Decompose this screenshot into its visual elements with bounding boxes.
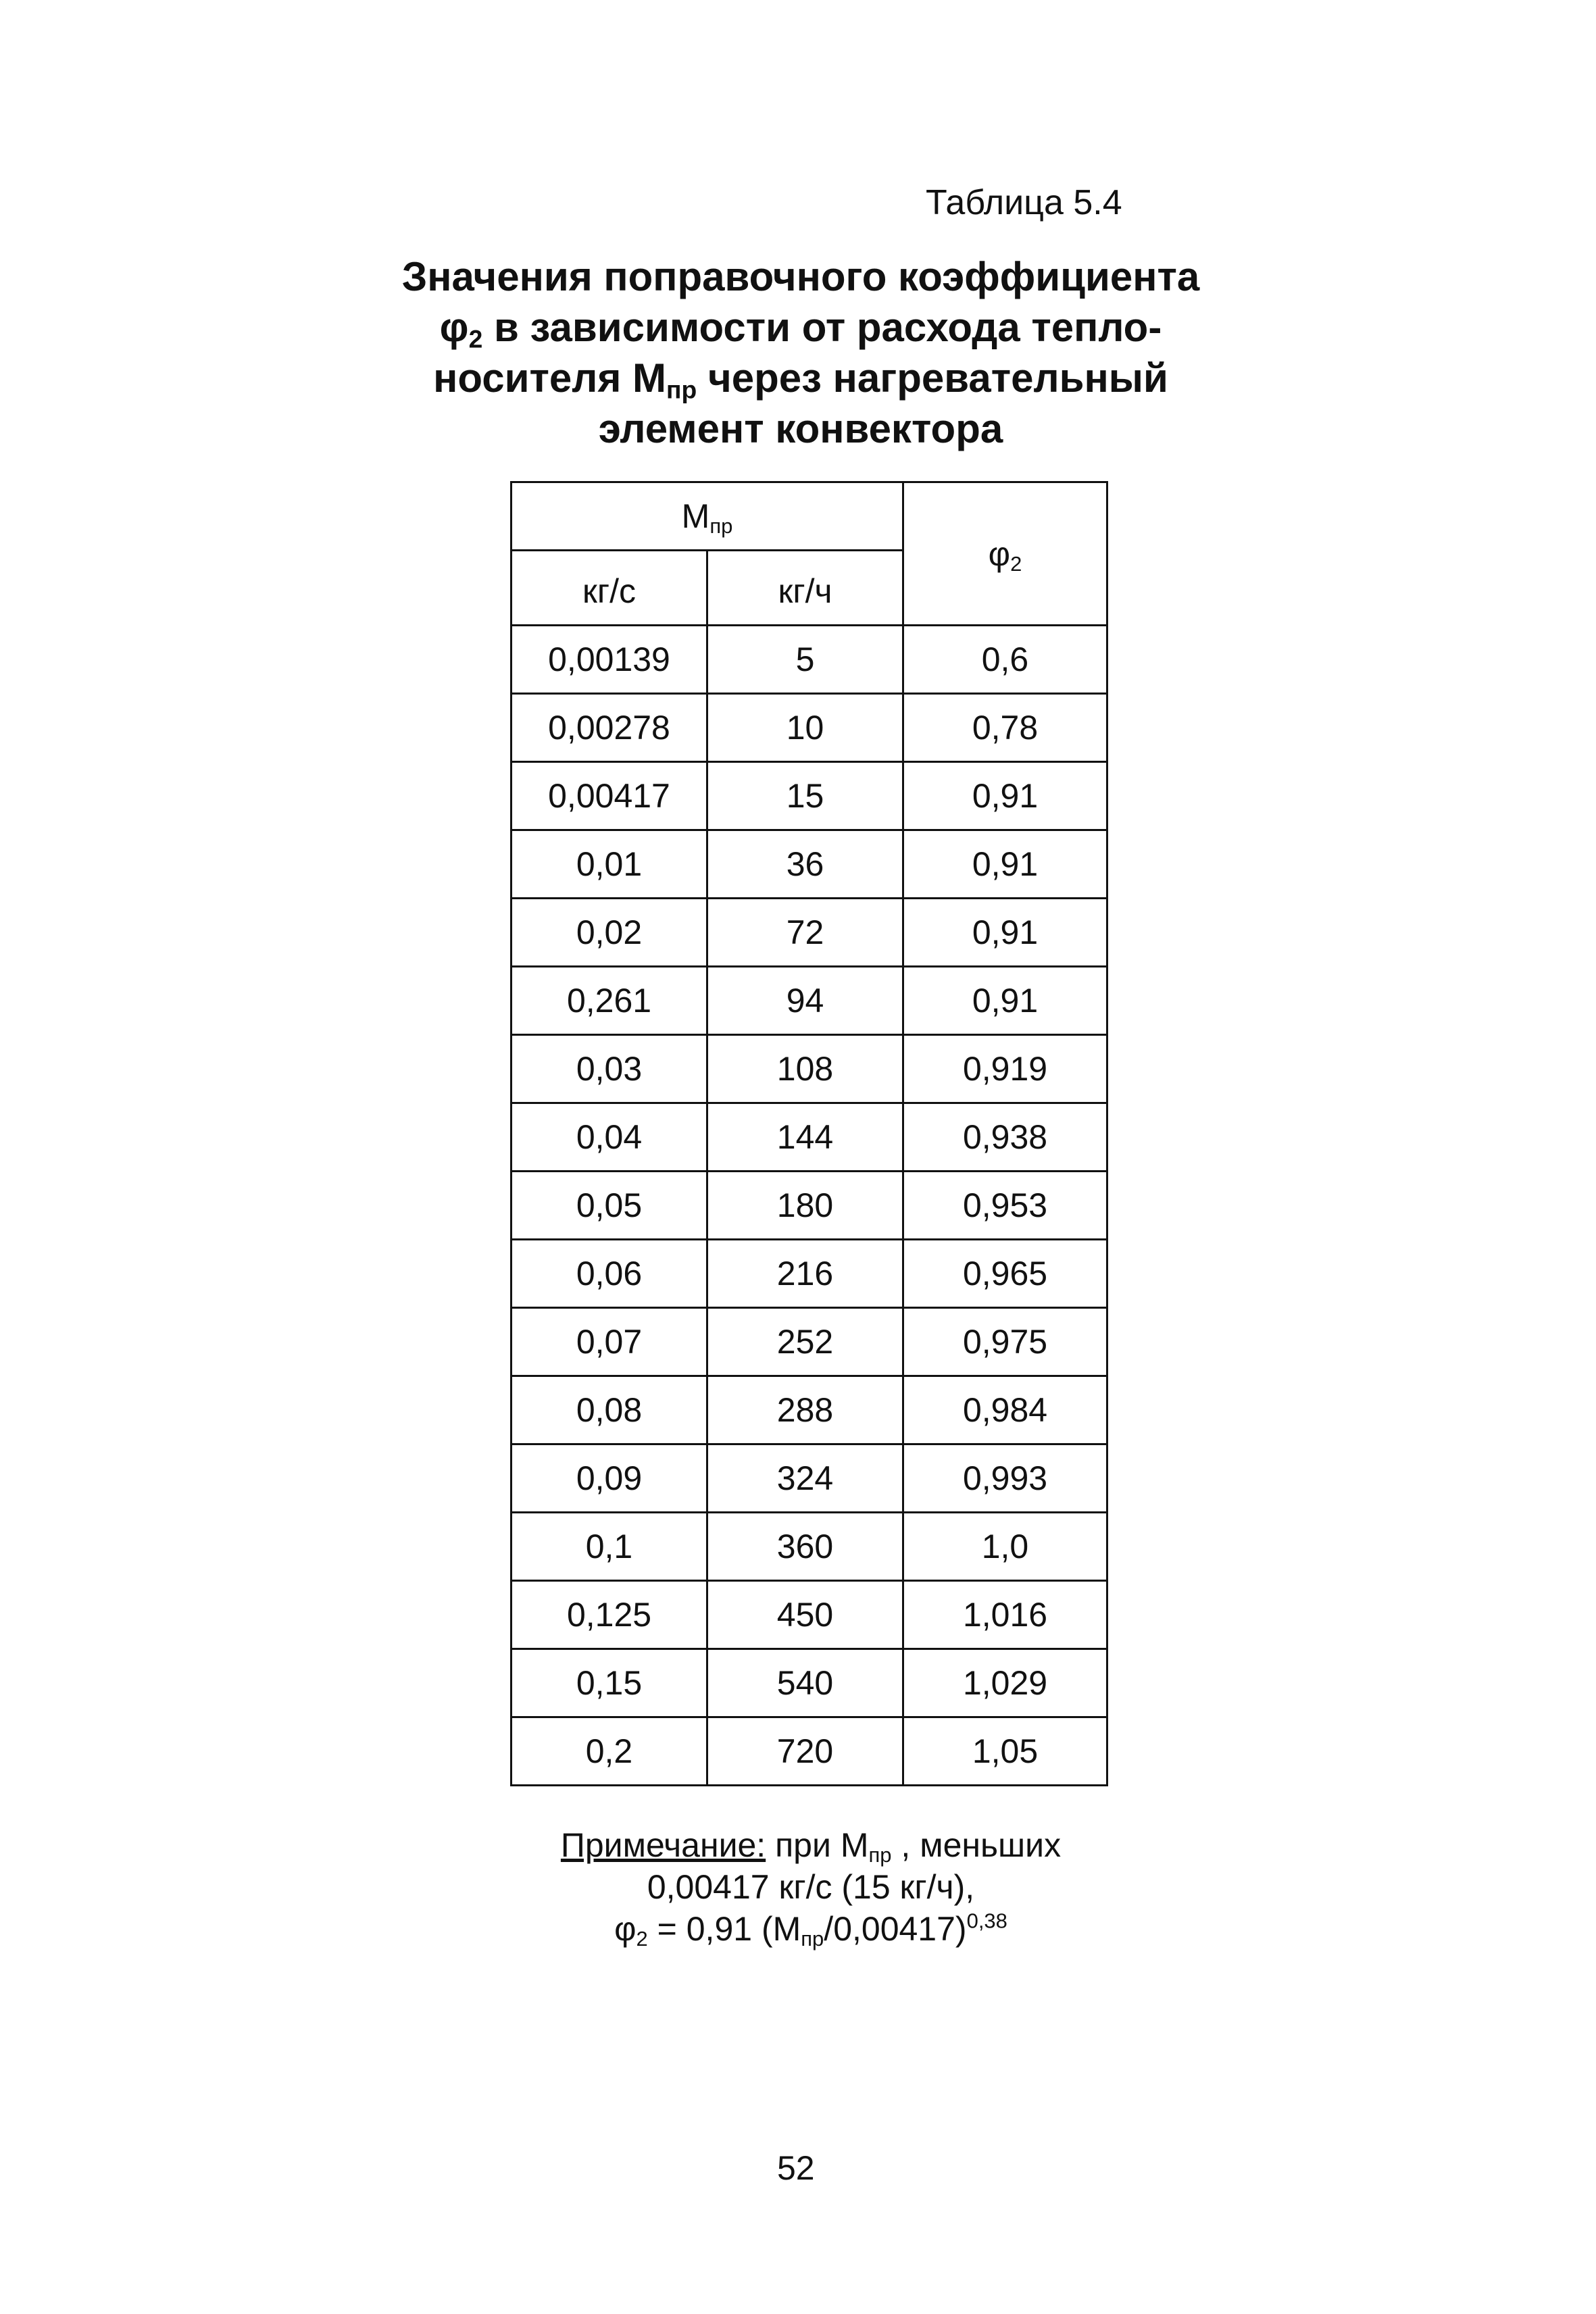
phi-symbol: φ — [439, 305, 469, 350]
cell-kg-per-s: 0,125 — [512, 1581, 707, 1649]
table-row — [512, 626, 1107, 694]
cell-phi2: 1,029 — [903, 1649, 1107, 1717]
cell-kg-per-s: 0,03 — [512, 1035, 707, 1103]
table-row — [512, 899, 1107, 967]
phi-subscript: 2 — [468, 324, 483, 353]
m-subscript: пр — [666, 375, 697, 404]
title-line-4: элемент конвектора — [598, 406, 1003, 451]
table-row — [512, 762, 1107, 830]
cell-phi2: 0,993 — [903, 1444, 1107, 1513]
table-row — [512, 1649, 1107, 1717]
title-line-3-post: через нагревательный — [707, 355, 1168, 401]
cell-phi2: 0,91 — [903, 899, 1107, 967]
table-title — [378, 251, 1223, 454]
cell-phi2: 0,91 — [903, 762, 1107, 830]
cell-phi2: 1,016 — [903, 1581, 1107, 1649]
cell-phi2: 0,91 — [903, 967, 1107, 1035]
table-row — [512, 1581, 1107, 1649]
cell-kg-per-s: 0,15 — [512, 1649, 707, 1717]
note-line-1: Примечание: при $M_{пр}$ , меньших — [560, 1826, 1062, 1867]
cell-kg-per-h: 15 — [707, 762, 903, 830]
cell-kg-per-h: 36 — [707, 830, 903, 899]
cell-phi2: 0,91 — [903, 830, 1107, 899]
cell-kg-per-h: 108 — [707, 1035, 903, 1103]
correction-coefficient-table — [510, 481, 1108, 1786]
table-row — [512, 1103, 1107, 1172]
cell-kg-per-s: 0,00139 — [512, 626, 707, 694]
cell-kg-per-s: 0,00278 — [512, 694, 707, 762]
note-line-2: 0,00417 кг/с (15 кг/ч), — [647, 1868, 975, 1906]
title-line-1: Значения поправочного коэффициента — [401, 254, 1200, 299]
cell-phi2: 0,938 — [903, 1103, 1107, 1172]
cell-kg-per-h: 360 — [707, 1513, 903, 1581]
cell-kg-per-s: 0,01 — [512, 830, 707, 899]
cell-phi2: 1,05 — [903, 1717, 1107, 1786]
cell-kg-per-s: 0,2 — [512, 1717, 707, 1786]
title-line-2 — [378, 302, 1223, 353]
table-row — [512, 1513, 1107, 1581]
header-kg-per-s: кг/с — [512, 551, 707, 626]
cell-kg-per-h: 5 — [707, 626, 903, 694]
cell-kg-per-h: 324 — [707, 1444, 903, 1513]
cell-kg-per-s: 0,08 — [512, 1376, 707, 1444]
table-row — [512, 1308, 1107, 1376]
cell-phi2: 1,0 — [903, 1513, 1107, 1581]
header-phi2: $\varphi_2$ — [903, 482, 1107, 626]
cell-kg-per-h: 720 — [707, 1717, 903, 1786]
cell-kg-per-s: 0,05 — [512, 1172, 707, 1240]
table-caption: Таблица 5.4 — [926, 183, 1122, 222]
cell-kg-per-s: 0,261 — [512, 967, 707, 1035]
cell-kg-per-h: 180 — [707, 1172, 903, 1240]
cell-kg-per-h: 10 — [707, 694, 903, 762]
cell-kg-per-s: 0,06 — [512, 1240, 707, 1308]
cell-kg-per-h: 450 — [707, 1581, 903, 1649]
cell-kg-per-h: 216 — [707, 1240, 903, 1308]
cell-phi2: 0,965 — [903, 1240, 1107, 1308]
table-row — [512, 1035, 1107, 1103]
table-row — [512, 694, 1107, 762]
note-label: Примечание: — [560, 1826, 766, 1864]
cell-phi2: 0,953 — [903, 1172, 1107, 1240]
table-row — [512, 1240, 1107, 1308]
cell-kg-per-s: 0,00417 — [512, 762, 707, 830]
cell-kg-per-h: 72 — [707, 899, 903, 967]
table-row — [512, 1376, 1107, 1444]
cell-phi2: 0,919 — [903, 1035, 1107, 1103]
page-number: 52 — [777, 2149, 815, 2187]
table-row — [512, 1717, 1107, 1786]
cell-kg-per-h: 252 — [707, 1308, 903, 1376]
table-body — [512, 626, 1107, 1786]
cell-kg-per-s: 0,09 — [512, 1444, 707, 1513]
cell-kg-per-s: 0,07 — [512, 1308, 707, 1376]
cell-kg-per-h: 288 — [707, 1376, 903, 1444]
header-mass-flow: $M_{пр}$ — [512, 482, 903, 551]
title-line-3-pre: носителя M — [433, 355, 667, 401]
cell-kg-per-s: 0,1 — [512, 1513, 707, 1581]
cell-kg-per-h: 144 — [707, 1103, 903, 1172]
header-kg-per-h: кг/ч — [707, 551, 903, 626]
cell-kg-per-s: 0,04 — [512, 1103, 707, 1172]
cell-phi2: 0,6 — [903, 626, 1107, 694]
cell-phi2: 0,78 — [903, 694, 1107, 762]
table-row — [512, 1444, 1107, 1513]
table-row — [512, 967, 1107, 1035]
cell-phi2: 0,984 — [903, 1376, 1107, 1444]
note-formula: $\varphi_2 = 0,91$ $(M_{пр}/0,00417)^{0,38}$ — [614, 1909, 1007, 1951]
cell-kg-per-s: 0,02 — [512, 899, 707, 967]
cell-kg-per-h: 540 — [707, 1649, 903, 1717]
cell-kg-per-h: 94 — [707, 967, 903, 1035]
table-note — [514, 1824, 1108, 1950]
cell-phi2: 0,975 — [903, 1308, 1107, 1376]
table-row — [512, 830, 1107, 899]
title-line-3 — [378, 353, 1223, 403]
title-line-2-text: в зависимости от расхода тепло- — [493, 305, 1162, 350]
table-row — [512, 1172, 1107, 1240]
